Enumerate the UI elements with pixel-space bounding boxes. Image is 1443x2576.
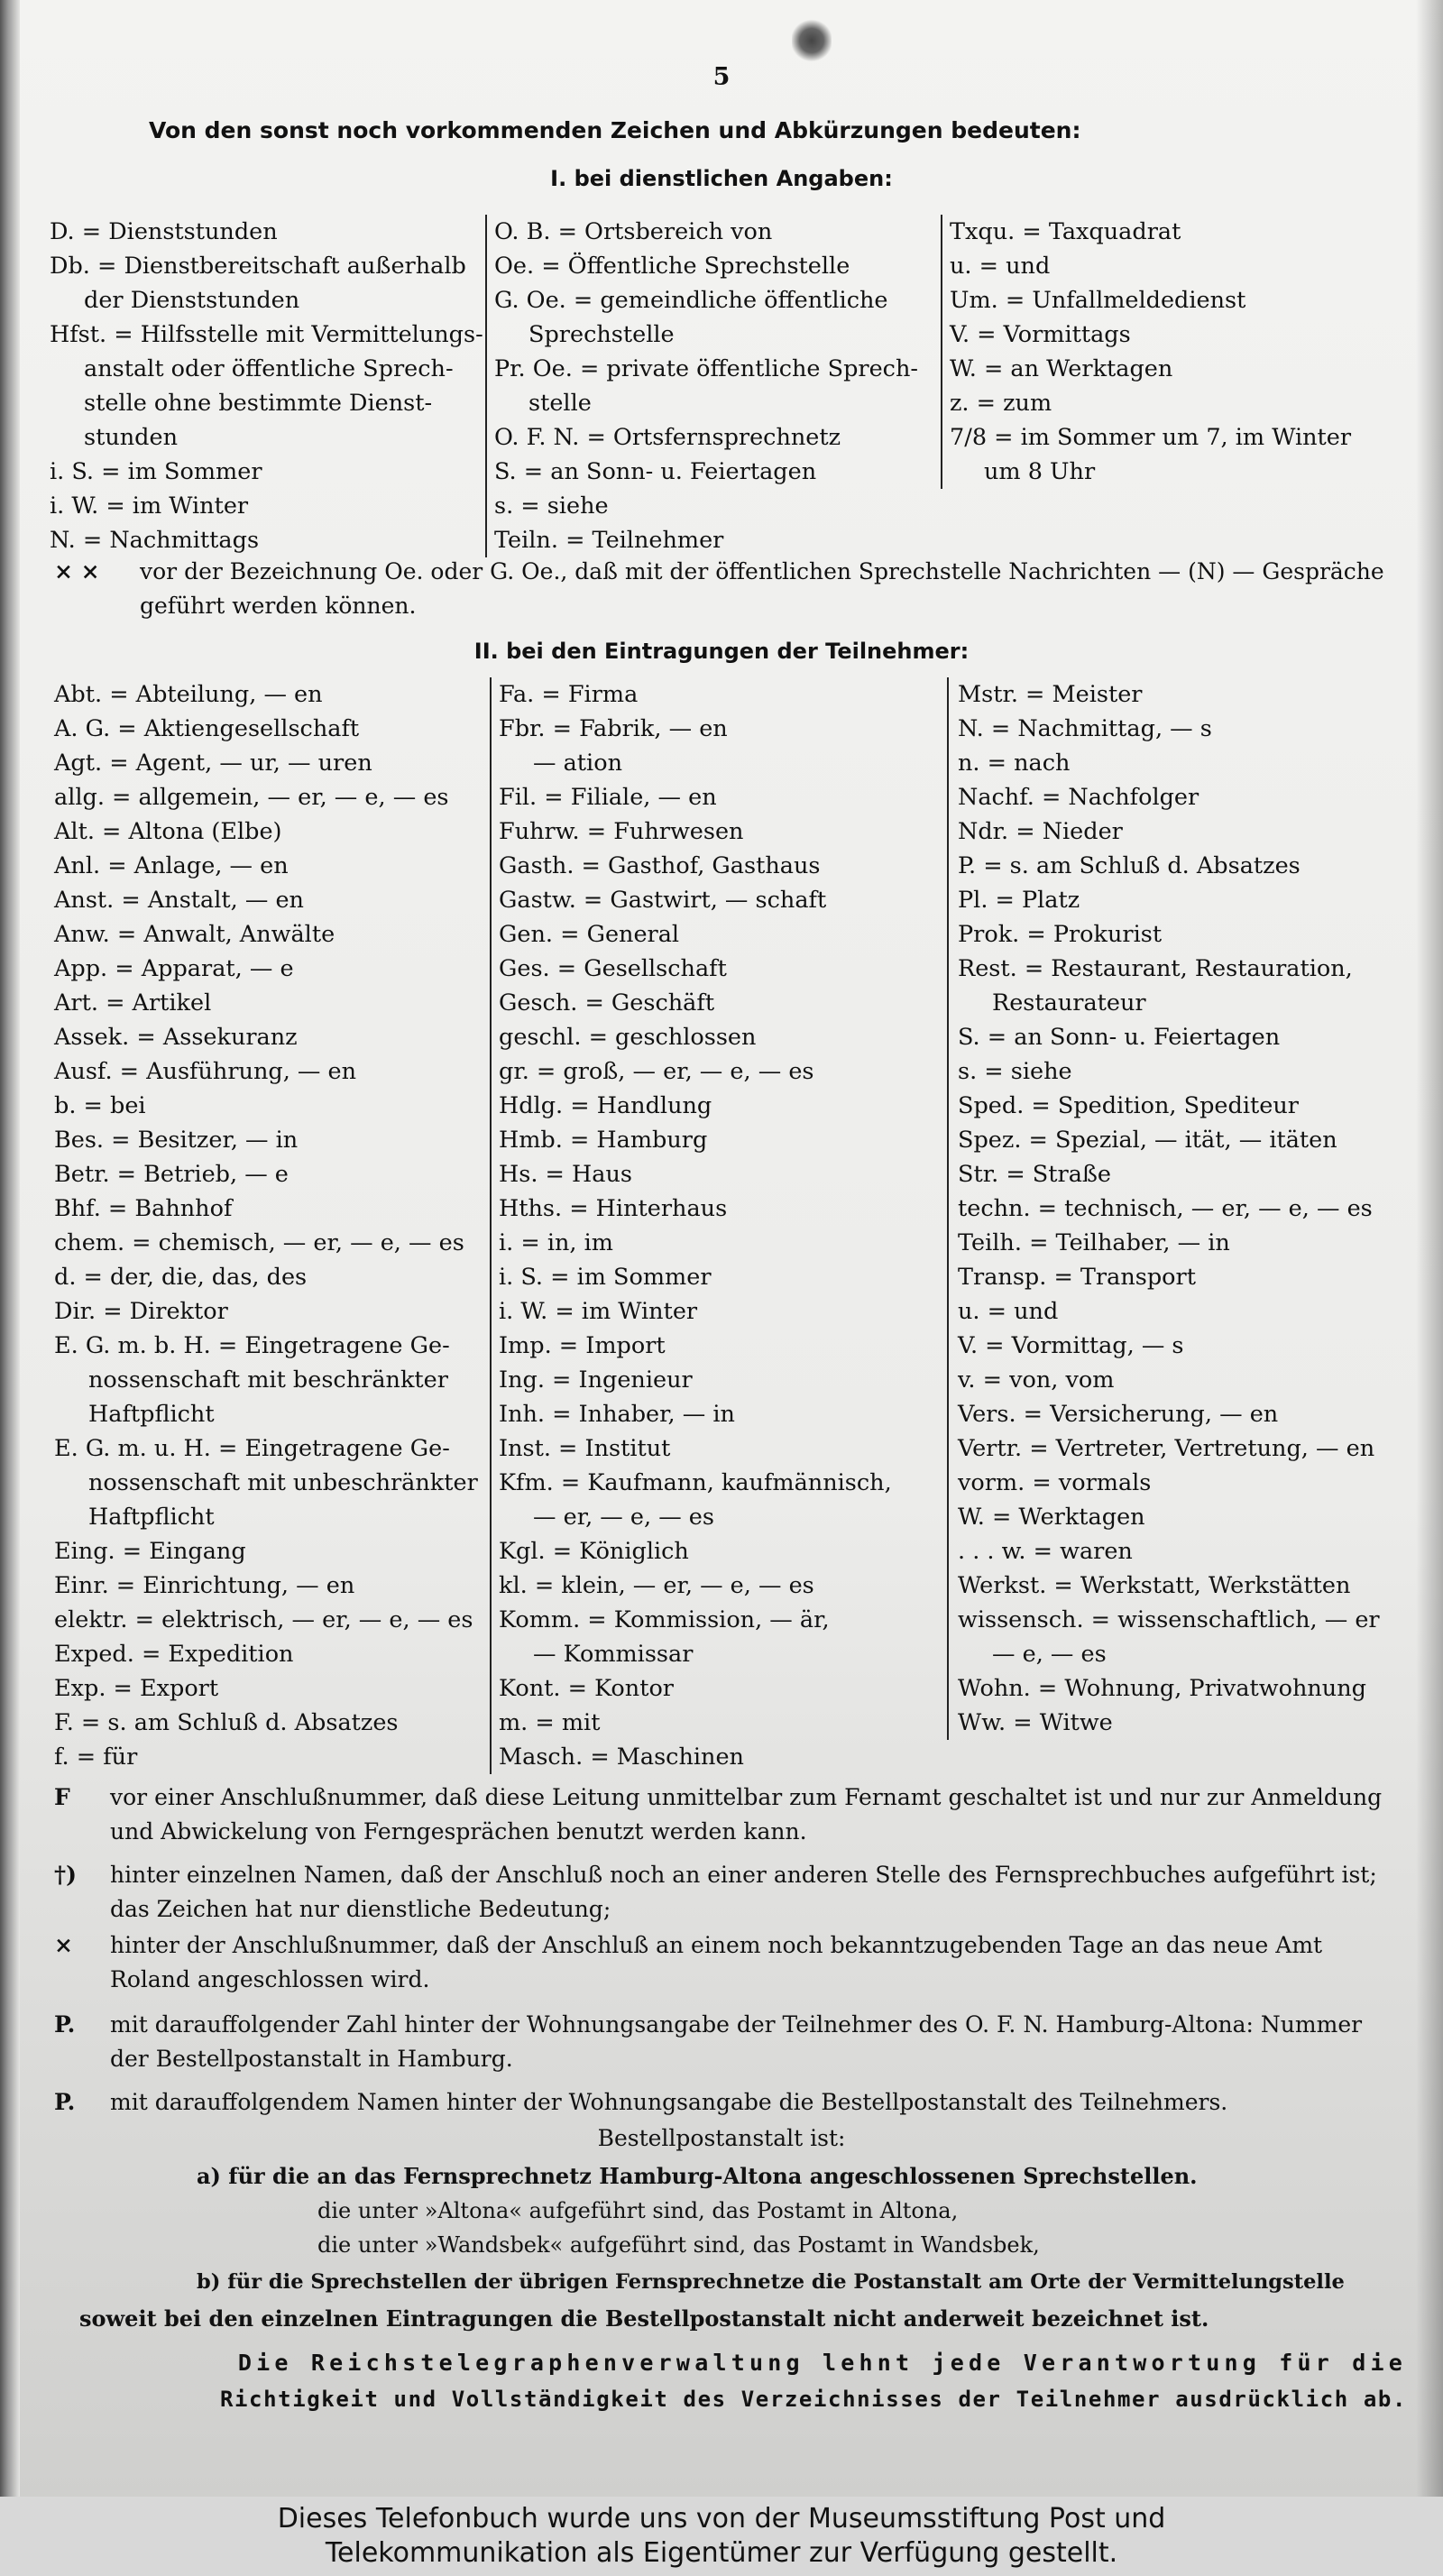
symbol-note-text: vor einer Anschlußnummer, daß diese Leitung unmittelbar zum Fernamt geschaltet ist und nur zur Anmeldung und Abwickelung von Ferngesprächen benutzt werden kann. bbox=[110, 1784, 1383, 1845]
entry-continuation: nossenschaft mit beschränkter bbox=[88, 1366, 448, 1394]
abbreviation-entry: Rest. = Restaurant, Restauration, bbox=[958, 955, 1353, 982]
abbreviation-entry: Um. = Unfallmeldedienst bbox=[950, 287, 1246, 314]
abbreviation-entry: G. Oe. = gemeindliche öffentliche bbox=[494, 287, 888, 314]
abbreviation-entry: Gesch. = Geschäft bbox=[499, 989, 715, 1017]
abbreviation-entry: Kgl. = Königlich bbox=[499, 1538, 689, 1565]
abbreviation-entry: V. = Vormittag, — s bbox=[958, 1332, 1184, 1359]
abbreviation-entry: N. = Nachmittags bbox=[50, 527, 260, 554]
bestellpost-b2: soweit bei den einzelnen Eintragungen die Bestellpostanstalt nicht anderweit bezeichnet ist. bbox=[79, 2305, 1209, 2332]
entry-continuation: stunden bbox=[84, 424, 179, 451]
intro-heading: Von den sonst noch vorkommenden Zeichen und Abkürzungen bedeuten: bbox=[149, 117, 1081, 143]
abbreviation-entry: wissensch. = wissenschaftlich, — er bbox=[958, 1606, 1380, 1633]
abbreviation-entry: Bes. = Besitzer, — in bbox=[54, 1127, 299, 1154]
abbreviation-entry: P. = s. am Schluß d. Absatzes bbox=[958, 852, 1301, 879]
symbol-note-mark: × bbox=[54, 1932, 73, 1958]
abbreviation-entry: Gasth. = Gasthof, Gasthaus bbox=[499, 852, 821, 879]
abbreviation-entry: i. S. = im Sommer bbox=[50, 458, 262, 485]
section1-column-1 bbox=[50, 215, 483, 557]
abbreviation-entry: i. W. = im Winter bbox=[50, 492, 249, 520]
abbreviation-entry: Exped. = Expedition bbox=[54, 1641, 294, 1668]
abbreviation-entry: Art. = Artikel bbox=[54, 989, 212, 1017]
abbreviation-entry: Fa. = Firma bbox=[499, 681, 639, 708]
abbreviation-entry: App. = Apparat, — e bbox=[54, 955, 294, 982]
abbreviation-entry: Komm. = Kommission, — är, bbox=[499, 1606, 830, 1633]
abbreviation-entry: Eing. = Eingang bbox=[54, 1538, 246, 1565]
abbreviation-entry: Dir. = Direktor bbox=[54, 1298, 228, 1325]
entry-continuation: Haftpflicht bbox=[88, 1401, 215, 1428]
abbreviation-entry: f. = für bbox=[54, 1743, 138, 1771]
abbreviation-entry: Ndr. = Nieder bbox=[958, 818, 1123, 845]
abbreviation-entry: Hths. = Hinterhaus bbox=[499, 1195, 728, 1222]
abbreviation-entry: Imp. = Import bbox=[499, 1332, 666, 1359]
abbreviation-entry: vorm. = vormals bbox=[958, 1469, 1152, 1496]
abbreviation-entry: W. = an Werktagen bbox=[950, 355, 1173, 382]
abbreviation-entry: E. G. m. b. H. = Eingetragene Ge- bbox=[54, 1332, 450, 1359]
entry-continuation: Haftpflicht bbox=[88, 1504, 215, 1531]
bestellpost-title: Bestellpostanstalt ist: bbox=[597, 2125, 846, 2151]
abbreviation-entry: Prok. = Prokurist bbox=[958, 921, 1163, 948]
abbreviation-entry: Bhf. = Bahnhof bbox=[54, 1195, 233, 1222]
footer-line-1: Dieses Telefonbuch wurde uns von der Museumsstiftung Post und bbox=[277, 2503, 1166, 2535]
abbreviation-entry: u. = und bbox=[950, 253, 1051, 280]
abbreviation-entry: Inst. = Institut bbox=[499, 1435, 671, 1462]
entry-continuation: stelle bbox=[528, 390, 592, 417]
abbreviation-entry: S. = an Sonn- u. Feiertagen bbox=[494, 458, 817, 485]
abbreviation-entry: Ing. = Ingenieur bbox=[499, 1366, 693, 1394]
abbreviation-entry: s. = siehe bbox=[494, 492, 609, 520]
abbreviation-entry: Exp. = Export bbox=[54, 1675, 219, 1702]
disclaimer-line-2: Richtigkeit und Vollständigkeit des Verzeichnisses der Teilnehmer ausdrücklich ab. bbox=[219, 2387, 1407, 2412]
entry-continuation: — ation bbox=[533, 750, 622, 777]
abbreviation-entry: . . . w. = waren bbox=[958, 1538, 1133, 1565]
abbreviation-entry: gr. = groß, — er, — e, — es bbox=[499, 1058, 814, 1085]
bestellpost-a2: die unter »Altona« aufgeführt sind, das Postamt in Altona, bbox=[317, 2198, 959, 2223]
abbreviation-entry: b. = bei bbox=[54, 1092, 146, 1119]
abbreviation-entry: Pr. Oe. = private öffentliche Sprech- bbox=[494, 355, 918, 382]
abbreviation-entry: Ww. = Witwe bbox=[958, 1709, 1113, 1736]
abbreviation-entry: techn. = technisch, — er, — e, — es bbox=[958, 1195, 1373, 1222]
abbreviation-entry: Teiln. = Teilnehmer bbox=[494, 527, 724, 554]
abbreviation-entry: Txqu. = Taxquadrat bbox=[950, 218, 1181, 245]
abbreviation-entry: Teilh. = Teilhaber, — in bbox=[958, 1229, 1230, 1256]
abbreviation-entry: Fuhrw. = Fuhrwesen bbox=[499, 818, 744, 845]
entry-continuation: anstalt oder öffentliche Sprech- bbox=[84, 355, 454, 382]
symbol-note bbox=[54, 1928, 1398, 1997]
abbreviation-entry: Fil. = Filiale, — en bbox=[499, 784, 717, 811]
abbreviation-entry: elektr. = elektrisch, — er, — e, — es bbox=[54, 1606, 473, 1633]
abbreviation-entry: Abt. = Abteilung, — en bbox=[54, 681, 323, 708]
abbreviation-entry: z. = zum bbox=[950, 390, 1052, 417]
abbreviation-entry: Fbr. = Fabrik, — en bbox=[499, 715, 728, 742]
abbreviation-entry: Inh. = Inhaber, — in bbox=[499, 1401, 735, 1428]
symbol-note-text: mit darauffolgender Zahl hinter der Wohnungsangabe der Teilnehmer des O. F. N. Hamburg-Altona: Nummer der Bestellpostanstalt in Hamburg. bbox=[110, 2011, 1363, 2072]
abbreviation-entry: Spez. = Spezial, — ität, — itäten bbox=[958, 1127, 1337, 1154]
abbreviation-entry: 7/8 = im Sommer um 7, im Winter bbox=[950, 424, 1352, 451]
entry-continuation: nossenschaft mit unbeschränkter bbox=[88, 1469, 478, 1496]
ink-blot bbox=[792, 18, 832, 63]
entry-continuation: Restaurateur bbox=[992, 989, 1146, 1017]
abbreviation-entry: Gen. = General bbox=[499, 921, 680, 948]
bestellpost-a3: die unter »Wandsbek« aufgeführt sind, das Postamt in Wandsbek, bbox=[317, 2232, 1040, 2258]
symbol-note-text: mit darauffolgendem Namen hinter der Wohnungsangabe die Bestellpostanstalt des Teilnehmers. bbox=[110, 2089, 1228, 2115]
abbreviation-entry: S. = an Sonn- u. Feiertagen bbox=[958, 1024, 1281, 1051]
disclaimer-line-1: Die Reichstelegraphenverwaltung lehnt jede Verantwortung für die bbox=[237, 2350, 1407, 2376]
symbol-note-mark: P. bbox=[54, 2011, 76, 2038]
abbreviation-entry: Hs. = Haus bbox=[499, 1161, 632, 1188]
section1-note-mark: × × bbox=[54, 558, 100, 584]
section2-heading: II. bei den Eintragungen der Teilnehmer: bbox=[473, 639, 970, 664]
symbol-note-mark: P. bbox=[54, 2089, 76, 2115]
abbreviation-entry: O. B. = Ortsbereich von bbox=[494, 218, 773, 245]
section1-note-text: vor der Bezeichnung Oe. oder G. Oe., daß mit der öffentlichen Sprechstelle Nachrichten — (N) — Gespräche geführt werden können. bbox=[140, 558, 1384, 619]
entry-continuation: — Kommissar bbox=[533, 1641, 694, 1668]
abbreviation-entry: Vertr. = Vertreter, Vertretung, — en bbox=[958, 1435, 1375, 1462]
entry-continuation: Sprechstelle bbox=[528, 321, 675, 348]
footer-line-2: Telekommunikation als Eigentümer zur Verfügung gestellt. bbox=[325, 2537, 1118, 2569]
abbreviation-entry: Werkst. = Werkstatt, Werkstätten bbox=[958, 1572, 1351, 1599]
abbreviation-entry: F. = s. am Schluß d. Absatzes bbox=[54, 1709, 399, 1736]
entry-continuation: — e, — es bbox=[992, 1641, 1107, 1668]
abbreviation-entry: Einr. = Einrichtung, — en bbox=[54, 1572, 355, 1599]
bestellpost-a1: a) für die an das Fernsprechnetz Hamburg-Altona angeschlossenen Sprechstellen. bbox=[197, 2163, 1198, 2189]
section2-column-1 bbox=[54, 677, 487, 1774]
abbreviation-entry: i. = in, im bbox=[499, 1229, 613, 1256]
section1-heading: I. bei dienstlichen Angaben: bbox=[550, 166, 893, 191]
abbreviation-entry: Wohn. = Wohnung, Privatwohnung bbox=[958, 1675, 1366, 1702]
abbreviation-entry: Anw. = Anwalt, Anwälte bbox=[54, 921, 335, 948]
abbreviation-entry: A. G. = Aktiengesellschaft bbox=[54, 715, 360, 742]
abbreviation-entry: chem. = chemisch, — er, — e, — es bbox=[54, 1229, 464, 1256]
abbreviation-entry: kl. = klein, — er, — e, — es bbox=[499, 1572, 814, 1599]
abbreviation-entry: Ges. = Gesellschaft bbox=[499, 955, 727, 982]
abbreviation-entry: i. S. = im Sommer bbox=[499, 1264, 712, 1291]
abbreviation-entry: Ausf. = Ausführung, — en bbox=[54, 1058, 357, 1085]
page-number: 5 bbox=[712, 63, 731, 91]
abbreviation-entry: u. = und bbox=[958, 1298, 1059, 1325]
bestellpost-b1: b) für die Sprechstellen der übrigen Fernsprechnetze die Postanstalt am Orte der Vermittelungstelle bbox=[197, 2270, 1345, 2294]
abbreviation-entry: Anl. = Anlage, — en bbox=[54, 852, 289, 879]
symbol-note-text: hinter einzelnen Namen, daß der Anschluß noch an einer anderen Stelle des Fernsprechbuches aufgeführt ist; das Zeichen hat nur dienstliche Bedeutung; bbox=[110, 1862, 1377, 1922]
entry-continuation: — er, — e, — es bbox=[533, 1504, 714, 1531]
abbreviation-entry: Gastw. = Gastwirt, — schaft bbox=[499, 887, 827, 914]
symbol-note bbox=[54, 2008, 1398, 2076]
abbreviation-entry: s. = siehe bbox=[958, 1058, 1072, 1085]
section2-column-3 bbox=[947, 677, 1411, 1740]
symbol-note-mark: †) bbox=[54, 1862, 77, 1888]
abbreviation-entry: D. = Dienststunden bbox=[50, 218, 278, 245]
abbreviation-entry: N. = Nachmittag, — s bbox=[958, 715, 1212, 742]
abbreviation-entry: geschl. = geschlossen bbox=[499, 1024, 757, 1051]
abbreviation-entry: E. G. m. u. H. = Eingetragene Ge- bbox=[54, 1435, 450, 1462]
section2-column-2 bbox=[490, 677, 941, 1774]
abbreviation-entry: Nachf. = Nachfolger bbox=[958, 784, 1199, 811]
abbreviation-entry: Kfm. = Kaufmann, kaufmännisch, bbox=[499, 1469, 892, 1496]
symbol-note-mark: F bbox=[54, 1784, 70, 1810]
abbreviation-entry: Str. = Straße bbox=[958, 1161, 1112, 1188]
abbreviation-entry: Db. = Dienstbereitschaft außerhalb bbox=[50, 253, 466, 280]
abbreviation-entry: d. = der, die, das, des bbox=[54, 1264, 308, 1291]
abbreviation-entry: Kont. = Kontor bbox=[499, 1675, 675, 1702]
abbreviation-entry: W. = Werktagen bbox=[958, 1504, 1145, 1531]
abbreviation-entry: Betr. = Betrieb, — e bbox=[54, 1161, 289, 1188]
abbreviation-entry: Hmb. = Hamburg bbox=[499, 1127, 708, 1154]
abbreviation-entry: Pl. = Platz bbox=[958, 887, 1080, 914]
abbreviation-entry: m. = mit bbox=[499, 1709, 601, 1736]
abbreviation-entry: Hfst. = Hilfsstelle mit Vermittelungs- bbox=[50, 321, 483, 348]
abbreviation-entry: Oe. = Öffentliche Sprechstelle bbox=[494, 253, 850, 280]
abbreviation-entry: V. = Vormittags bbox=[950, 321, 1131, 348]
symbol-note bbox=[54, 1858, 1398, 1927]
abbreviation-entry: O. F. N. = Ortsfernsprechnetz bbox=[494, 424, 841, 451]
abbreviation-entry: n. = nach bbox=[958, 750, 1071, 777]
entry-continuation: stelle ohne bestimmte Dienst- bbox=[84, 390, 433, 417]
abbreviation-entry: Anst. = Anstalt, — en bbox=[54, 887, 304, 914]
abbreviation-entry: v. = von, vom bbox=[958, 1366, 1115, 1394]
abbreviation-entry: Assek. = Assekuranz bbox=[54, 1024, 298, 1051]
abbreviation-entry: Masch. = Maschinen bbox=[499, 1743, 744, 1771]
abbreviation-entry: Transp. = Transport bbox=[958, 1264, 1196, 1291]
section1-column-3 bbox=[941, 215, 1410, 489]
abbreviation-entry: Agt. = Agent, — ur, — uren bbox=[54, 750, 372, 777]
symbol-note-text: hinter der Anschlußnummer, daß der Anschluß an einem noch bekanntzugebenden Tage an das neue Amt Roland angeschlossen wird. bbox=[110, 1932, 1323, 1992]
symbol-note bbox=[54, 1780, 1398, 1849]
entry-continuation: um 8 Uhr bbox=[984, 458, 1096, 485]
abbreviation-entry: Alt. = Altona (Elbe) bbox=[54, 818, 282, 845]
abbreviation-entry: allg. = allgemein, — er, — e, — es bbox=[54, 784, 449, 811]
footer-credit bbox=[0, 2497, 1443, 2576]
abbreviation-entry: Sped. = Spedition, Spediteur bbox=[958, 1092, 1299, 1119]
abbreviation-entry: i. W. = im Winter bbox=[499, 1298, 698, 1325]
entry-continuation: der Dienststunden bbox=[84, 287, 300, 314]
symbol-note bbox=[54, 2085, 1398, 2120]
abbreviation-entry: Hdlg. = Handlung bbox=[499, 1092, 712, 1119]
section1-note bbox=[54, 555, 1398, 623]
section1-column-2 bbox=[485, 215, 936, 557]
abbreviation-entry: Mstr. = Meister bbox=[958, 681, 1143, 708]
abbreviation-entry: Vers. = Versicherung, — en bbox=[958, 1401, 1279, 1428]
